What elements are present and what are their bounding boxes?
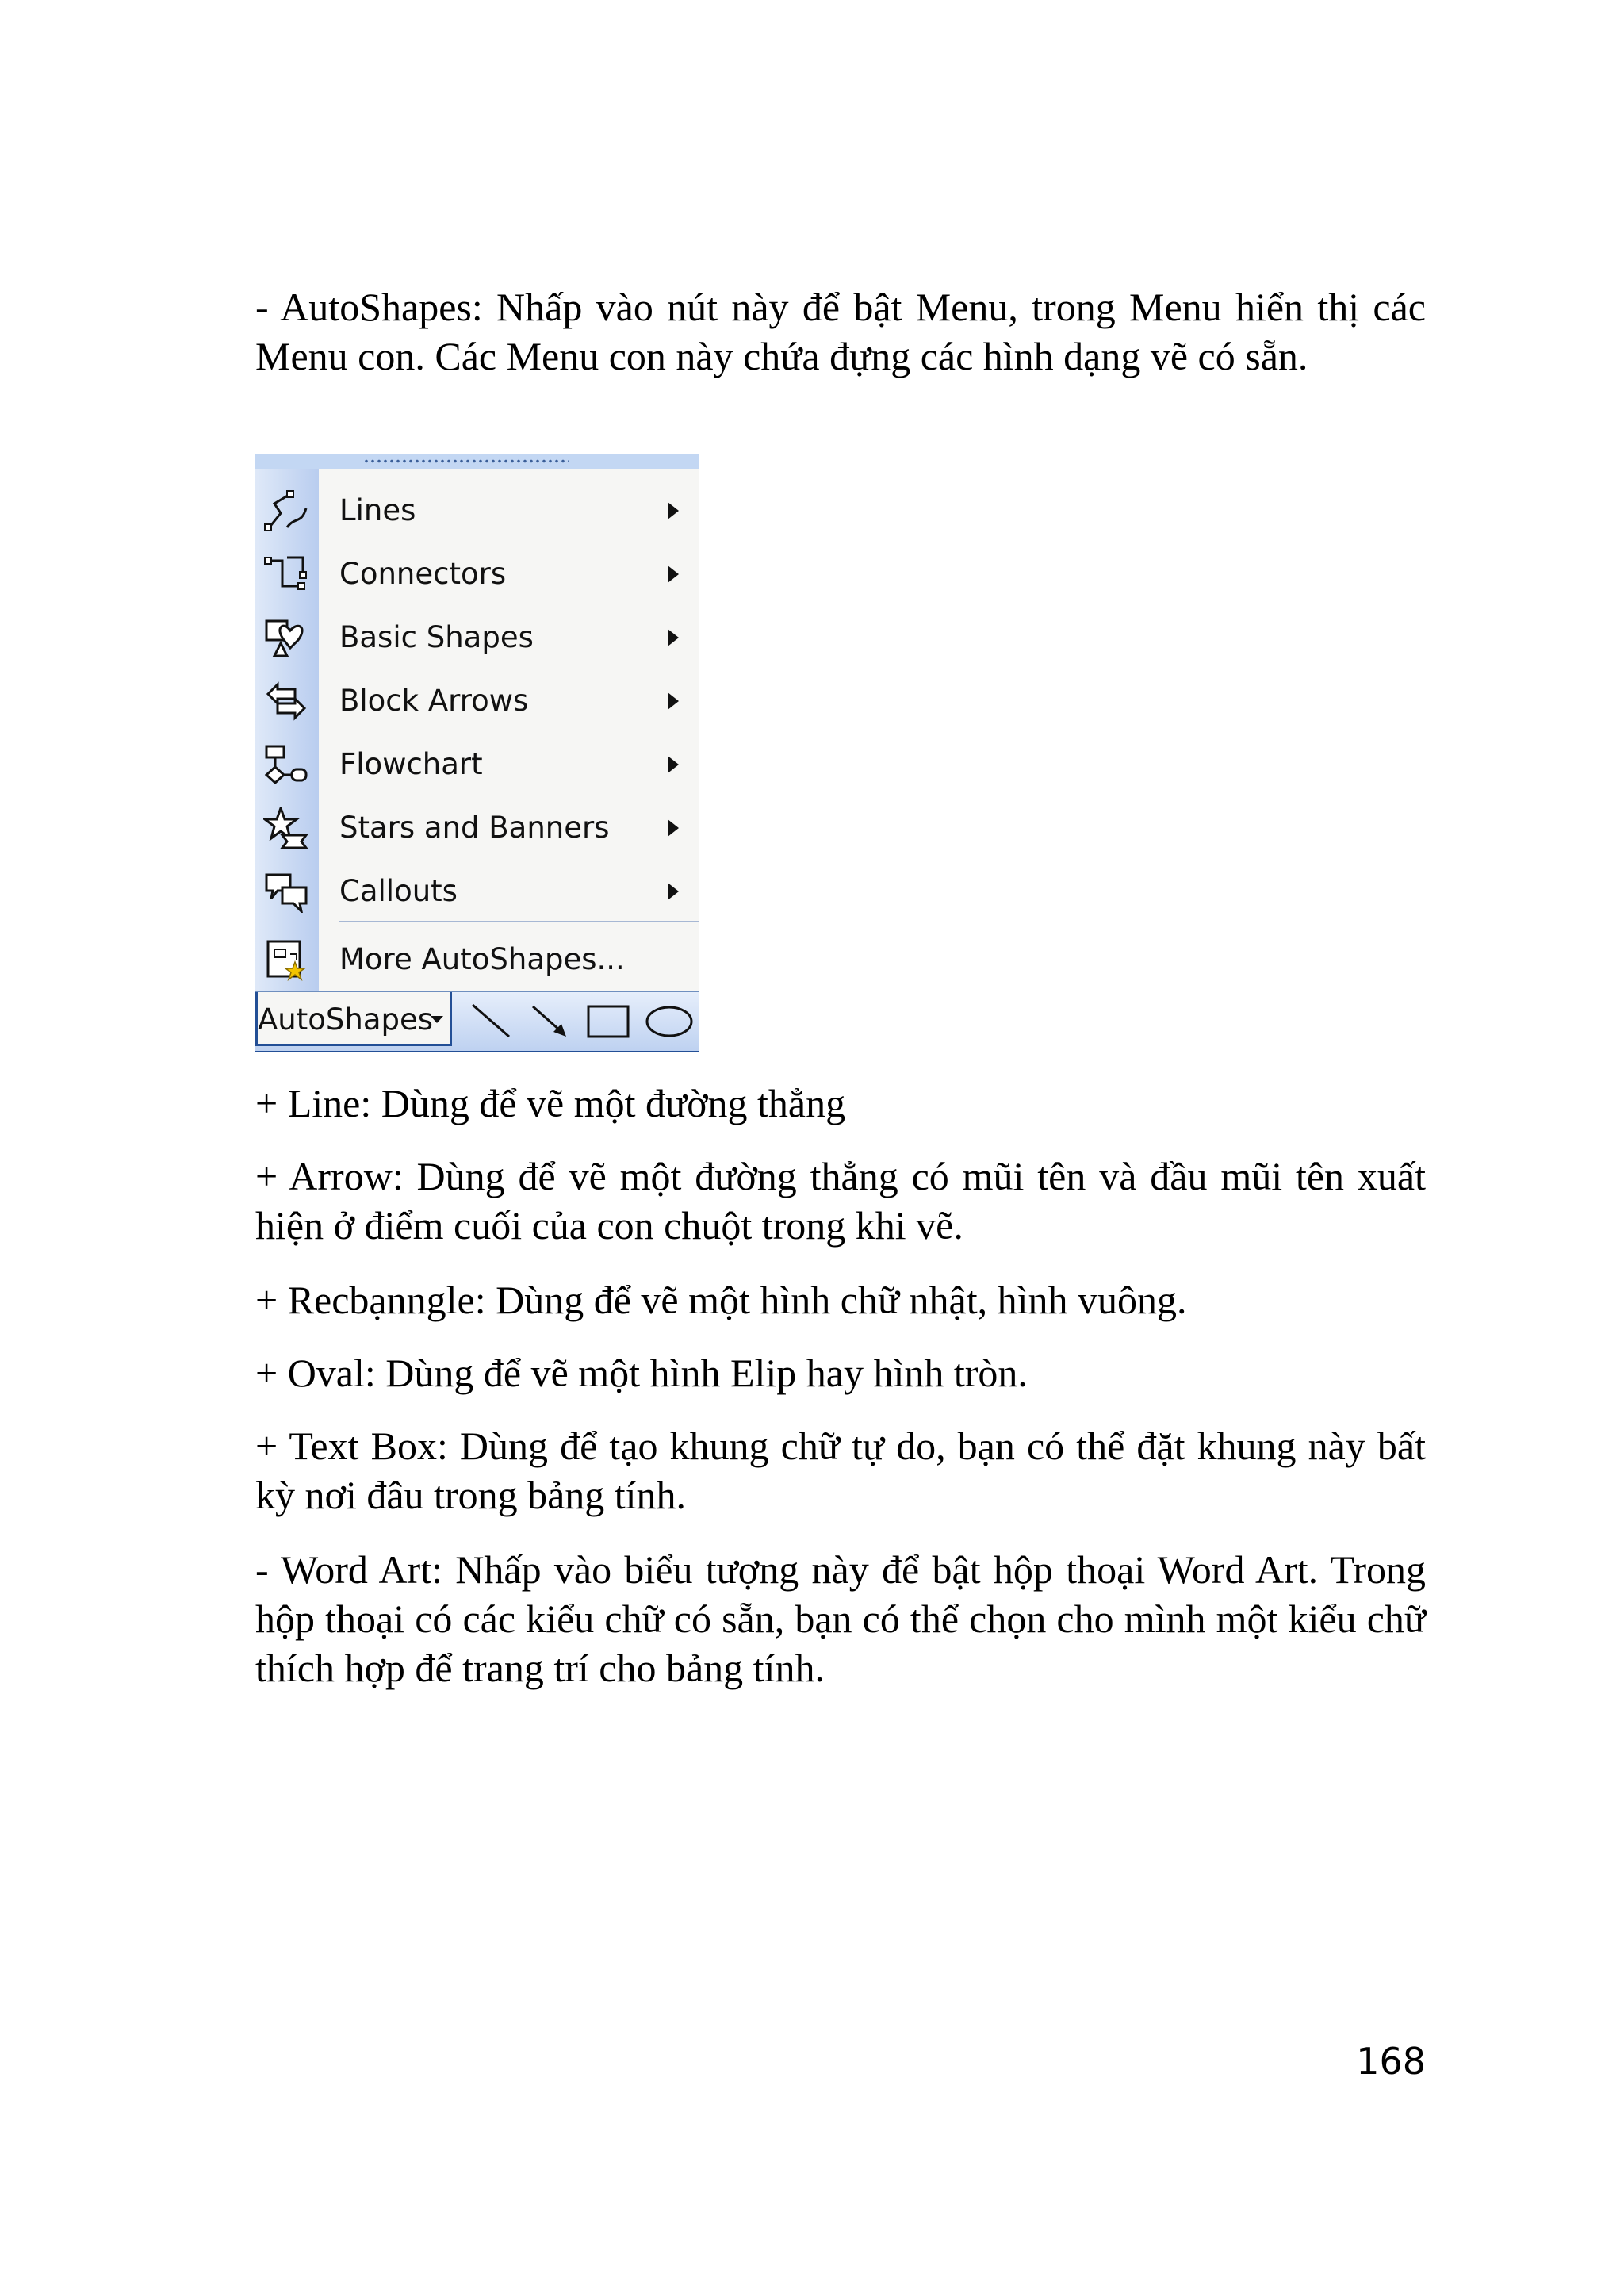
drawing-toolbar [255,991,699,1052]
line-tool-icon[interactable] [463,997,519,1045]
menu-item-lines[interactable] [255,478,699,542]
textbox-description: + Text Box: Dùng để tạo khung chữ tự do, bạn có thể đặt khung này bất kỳ nơi đâu trong bảng tính. [255,1424,1426,1517]
oval-tool-icon[interactable] [639,997,695,1045]
connectors-icon [263,553,309,596]
submenu-arrow-icon [668,565,679,583]
chevron-down-icon [431,1016,443,1023]
lines-icon [263,489,309,532]
submenu-arrow-icon [668,819,679,837]
menu-item-label: Callouts [339,874,458,908]
oval-description: + Oval: Dùng để vẽ một hình Elip hay hình tròn. [255,1351,1028,1395]
autoshapes-button[interactable] [255,992,452,1046]
flowchart-icon [263,743,309,786]
menu-grip-bar[interactable] [255,454,699,469]
menu-separator [339,921,699,922]
menu-item-label: Basic Shapes [339,620,534,654]
arrow-description: + Arrow: Dùng để vẽ một đường thẳng có mũi tên và đầu mũi tên xuất hiện ở điểm cuối của con chuột trong khi vẽ. [255,1154,1426,1248]
page-number: 168 [1356,2040,1426,2083]
wordart-description: - Word Art: Nhấp vào biểu tượng này để bật hộp thoại Word Art. Trong hộp thoại có các kiểu chữ có sẵn, bạn có thể chọn cho mình một kiểu chữ thích hợp để trang trí cho bảng tính. [255,1547,1426,1690]
menu-item-label: Stars and Banners [339,811,610,845]
autoshapes-description: - AutoShapes: Nhấp vào nút này để bật Menu, trong Menu hiển thị các Menu con. Các Menu con này chứa đựng các hình dạng vẽ có sẵn. [255,285,1426,378]
basic-shapes-icon [263,616,309,659]
autoshapes-menu-screenshot [255,454,699,1052]
menu-item-label: More AutoShapes... [339,942,625,976]
submenu-arrow-icon [668,883,679,900]
rectangle-tool-icon[interactable] [580,997,636,1045]
menu-item-label: Block Arrows [339,684,529,718]
menu-item-stars-and-banners[interactable] [255,795,699,859]
menu-item-callouts[interactable] [255,859,699,922]
submenu-arrow-icon [668,756,679,773]
rectangle-description: + Recbạnngle: Dùng để vẽ một hình chữ nhật, hình vuông. [255,1278,1187,1322]
line-description: + Line: Dùng để vẽ một đường thẳng [255,1081,846,1125]
toolbar-bottom-border [255,1051,699,1052]
menu-item-block-arrows[interactable] [255,669,699,732]
menu-item-label: Lines [339,493,416,527]
menu-item-more-autoshapes[interactable] [255,927,699,991]
submenu-arrow-icon [668,502,679,519]
menu-item-label: Flowchart [339,747,483,781]
autoshapes-button-label: AutoShapes [258,1002,434,1037]
callouts-icon [263,870,309,913]
grip-dots-icon [363,459,569,463]
menu-item-flowchart[interactable] [255,732,699,795]
menu-item-label: Connectors [339,557,507,591]
stars-banners-icon [263,807,309,849]
menu-item-basic-shapes[interactable] [255,605,699,669]
submenu-arrow-icon [668,629,679,646]
more-autoshapes-icon [263,938,309,981]
menu-item-connectors[interactable] [255,542,699,605]
block-arrows-icon [263,680,309,723]
submenu-arrow-icon [668,692,679,710]
arrow-tool-icon[interactable] [522,997,577,1045]
